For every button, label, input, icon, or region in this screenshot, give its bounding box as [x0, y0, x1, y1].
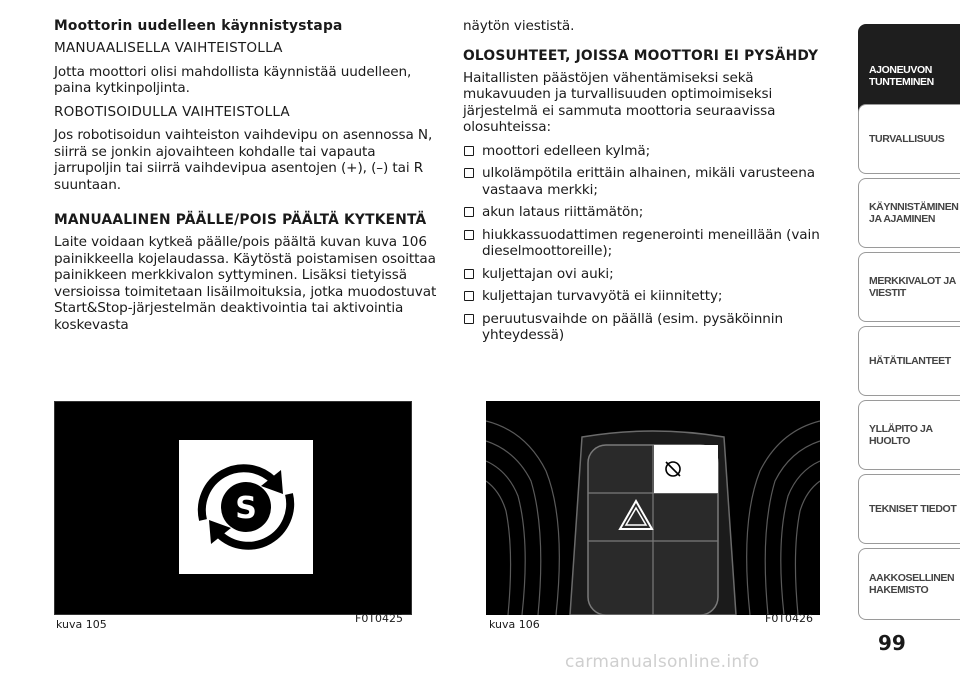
checkbox-icon	[464, 269, 474, 279]
tab-label: AAKKOSELLINEN HAKEMISTO	[869, 572, 955, 596]
figure-106	[486, 401, 820, 615]
figure-106-label: kuva 106	[489, 618, 540, 631]
tab-label: MERKKIVALOT JA VIESTIT	[869, 275, 956, 299]
mid-column	[463, 18, 823, 350]
conditions-intro: Haitallisten päästöjen vähentämiseksi sekä mukavuuden ja turvallisuuden optimoimiseksi järjestelmä ei sammuta moottoria seuraavissa olosuhteissa:	[463, 69, 776, 135]
page-number: 99	[878, 631, 906, 655]
heading-conditions: OLOSUHTEET, JOISSA MOOTTORI EI PYSÄHDY	[463, 47, 819, 64]
watermark: carmanualsonline.info	[565, 652, 760, 672]
checkbox-icon	[464, 291, 474, 301]
start-stop-letter: S	[235, 491, 257, 526]
tab-label: YLLÄPITO JA HUOLTO	[869, 423, 933, 447]
list-item: hiukkassuodattimen regenerointi meneillään (vain dieselmoottoreille);	[463, 227, 823, 260]
left-column	[54, 18, 438, 340]
subheading-robot: ROBOTISOIDULLA VAIHTEISTOLLA	[54, 103, 290, 120]
figure-105-art	[55, 402, 411, 614]
tab-label: TURVALLISUUS	[869, 133, 945, 145]
text-switch: Laite voidaan kytkeä päälle/pois päältä kuvan kuva 106 painikkeella kojelaudassa. Käytöstä poistamisen osoittaa painikkeen merkkivalon syttyminen. Lisäksi tietyissä versioissa toimitetaan lisäilmoituksia, jotka muodostuvat Start&Stop-järjestelmän deaktivointia tai aktivointia koskevasta	[54, 234, 437, 333]
tab-hakemisto[interactable]	[858, 548, 960, 620]
tab-merkkivalot[interactable]	[858, 252, 960, 322]
list-item: kuljettajan ovi auki;	[463, 266, 823, 283]
tab-label: HÄTÄTILANTEET	[869, 355, 951, 367]
heading-manual-switch: MANUAALINEN PÄÄLLE/POIS PÄÄLTÄ KYTKENTÄ	[54, 212, 427, 228]
tab-tekniset-tiedot[interactable]	[858, 474, 960, 544]
tab-label: KÄYNNISTÄMINEN JA AJAMINEN	[869, 201, 959, 225]
list-item: ulkolämpötila erittäin alhainen, mikäli varusteena vastaava merkki;	[463, 165, 823, 198]
checkbox-icon	[464, 168, 474, 178]
list-item: moottori edelleen kylmä;	[463, 143, 823, 160]
checkbox-icon	[464, 146, 474, 156]
list-item: akun lataus riittämätön;	[463, 204, 823, 221]
text-robot: Jos robotisoidun vaihteiston vaihdevipu on asennossa N, siirrä se jonkin ajovaihteen kohdalle tai vapauta jarrupoljin tai siirrä vaihdevipua asentojen (+), (–) tai R suuntaan.	[54, 127, 433, 193]
checkbox-icon	[464, 230, 474, 240]
conditions-list	[463, 143, 823, 344]
tab-yllapito[interactable]	[858, 400, 960, 470]
list-item: kuljettajan turvavyötä ei kiinnitetty;	[463, 288, 823, 305]
checkbox-icon	[464, 207, 474, 217]
figure-105	[54, 401, 412, 615]
text-manual: Jotta moottori olisi mahdollista käynnistää uudelleen, paina kytkinpoljinta.	[54, 63, 412, 96]
tab-label: TEKNISET TIEDOT	[869, 503, 957, 515]
tab-kaynnistaminen[interactable]	[858, 178, 960, 248]
heading-restart: Moottorin uudelleen käynnistystapa	[54, 18, 343, 34]
figure-106-art	[486, 401, 820, 615]
subheading-manual: MANUAALISELLA VAIHTEISTOLLA	[54, 40, 283, 56]
tab-turvallisuus[interactable]	[858, 104, 960, 174]
figure-105-code: F0T0425	[355, 612, 404, 625]
continuation-text: näytön viestistä.	[463, 18, 575, 34]
tab-hatatilanteet[interactable]	[858, 326, 960, 396]
tab-label: AJONEUVON TUNTEMINEN	[869, 64, 934, 88]
list-item: peruutusvaihde on päällä (esim. pysäköinnin yhteydessä)	[463, 311, 823, 344]
checkbox-icon	[464, 314, 474, 324]
figure-105-label: kuva 105	[56, 618, 107, 631]
figure-106-code: F0T0426	[765, 612, 814, 625]
